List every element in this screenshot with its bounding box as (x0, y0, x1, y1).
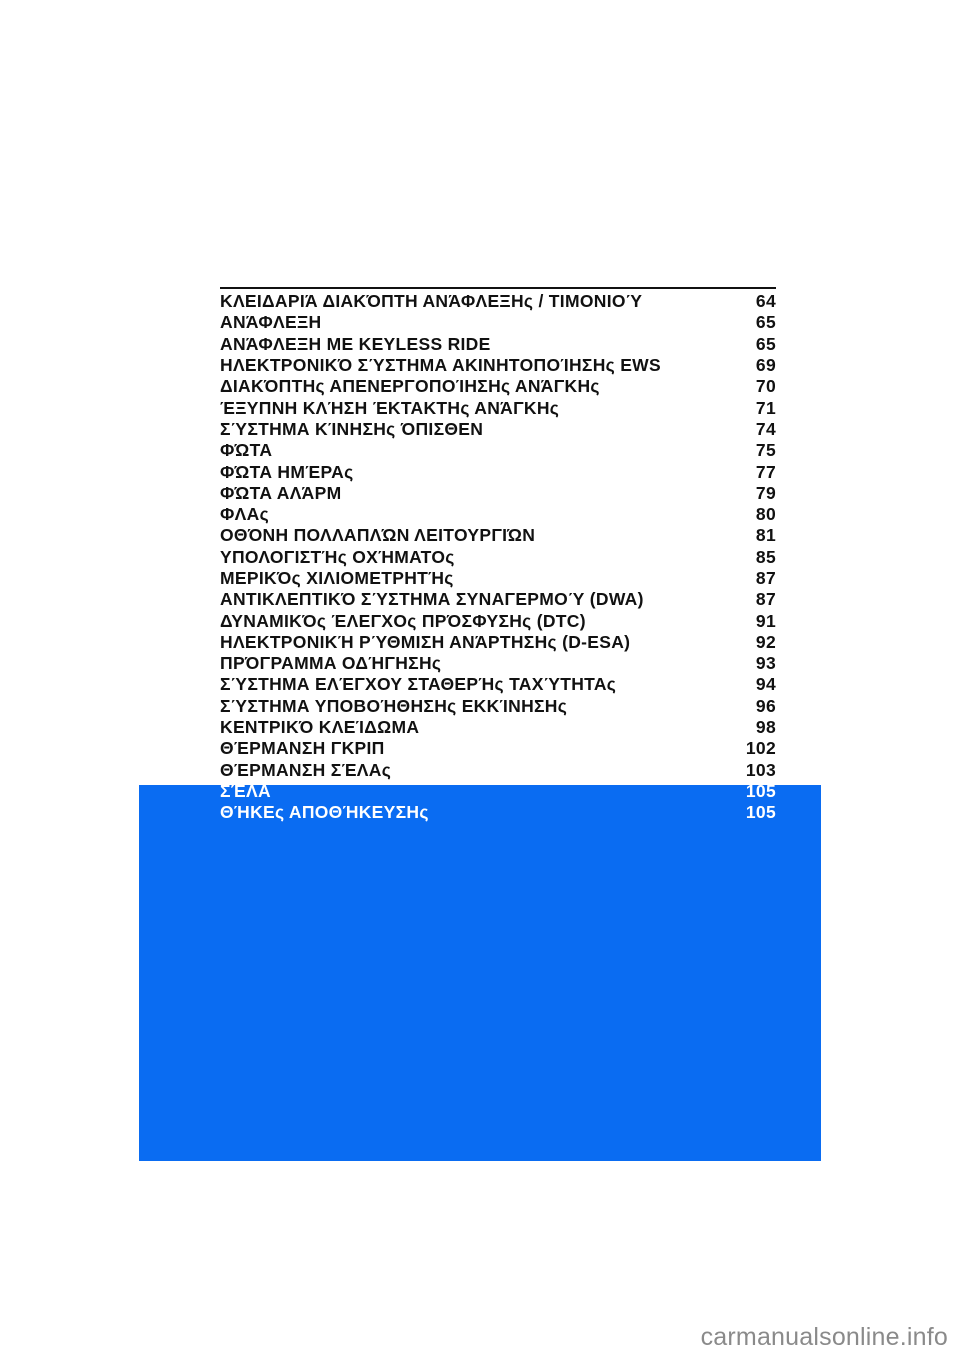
toc-entry-title: ΣΈΛΑ (220, 780, 271, 801)
toc-entry-page-number: 94 (755, 674, 776, 695)
toc-entry-title: ΑΝΤΙΚΛΕΠΤΙΚΌ ΣΎΣΤΗΜΑ ΣΥΝΑΓΕΡΜΟΎ (DWA) (220, 589, 644, 610)
toc-entry-page-number: 103 (745, 759, 776, 780)
toc-entry[interactable] (220, 525, 776, 546)
toc-entry-page-number: 105 (745, 780, 776, 801)
toc-entry-page-number: 64 (755, 291, 776, 312)
toc-entry[interactable] (220, 483, 776, 504)
toc-entry-title: ΜΕΡΙΚΌς ΧΙΛΙΟΜΕΤΡΗΤΉς (220, 568, 454, 588)
toc-entry-page-number: 71 (755, 397, 776, 418)
toc-entry[interactable] (220, 781, 776, 802)
top-divider-rule (220, 287, 776, 289)
toc-entry-title: ΚΕΝΤΡΙΚΌ ΚΛΕΊΔΩΜΑ (220, 717, 420, 738)
toc-entry-title: ΘΉΚΕς ΑΠΟΘΉΚΕΥΣΗς (220, 802, 429, 823)
toc-entry-page-number: 77 (755, 461, 776, 482)
toc-entry-title: ΘΈΡΜΑΝΣΗ ΓΚΡΙΠ (220, 738, 385, 759)
toc-entry-title: ΦΏΤΑ ΑΛΆΡΜ (220, 482, 342, 503)
toc-entry-page-number: 87 (755, 568, 776, 588)
toc-entry[interactable] (220, 802, 776, 823)
toc-entry-page-number: 93 (755, 653, 776, 674)
table-of-contents (220, 291, 776, 823)
toc-entry-page-number: 102 (745, 738, 776, 759)
toc-entry[interactable] (220, 440, 776, 461)
toc-entry-page-number: 105 (745, 802, 776, 823)
toc-entry[interactable] (220, 504, 776, 525)
toc-entry-title: ΑΝΆΦΛΕΞΗ ΜΕ KEYLESS RIDE (220, 333, 491, 354)
toc-entry[interactable] (220, 632, 776, 653)
toc-entry[interactable] (220, 461, 776, 482)
toc-entry[interactable] (220, 717, 776, 738)
toc-entry-page-number: 79 (755, 482, 776, 503)
toc-entry-page-number: 85 (755, 546, 776, 567)
toc-entry-title: ΚΛΕΙΔΑΡΙΆ ΔΙΑΚΌΠΤΗ ΑΝΆΦΛΕΞΗς / ΤΙΜΟΝΙΟΎ (220, 291, 643, 312)
toc-entry-title: ΔΥΝΑΜΙΚΌς ΈΛΕΓΧΟς ΠΡΌΣΦΥΣΗς (DTC) (220, 610, 586, 631)
toc-entry[interactable] (220, 568, 776, 589)
toc-entry-title: ΗΛΕΚΤΡΟΝΙΚΉ ΡΎΘΜΙΣΗ ΑΝΆΡΤΗΣΗς (D-ESA) (220, 631, 631, 652)
toc-entry[interactable] (220, 653, 776, 674)
toc-entry[interactable] (220, 334, 776, 355)
toc-entry[interactable] (220, 355, 776, 376)
toc-entry[interactable] (220, 312, 776, 333)
toc-entry[interactable] (220, 760, 776, 781)
toc-entry[interactable] (220, 610, 776, 631)
toc-entry-page-number: 70 (755, 376, 776, 397)
toc-entry-page-number: 65 (755, 312, 776, 333)
toc-entry[interactable] (220, 674, 776, 695)
toc-entry-page-number: 92 (755, 631, 776, 652)
toc-entry[interactable] (220, 547, 776, 568)
toc-entry-page-number: 98 (755, 717, 776, 738)
toc-entry-title: ΗΛΕΚΤΡΟΝΙΚΌ ΣΎΣΤΗΜΑ ΑΚΙΝΗΤΟΠΟΊΗΣΗς EWS (220, 355, 661, 376)
toc-entry-page-number: 81 (755, 525, 776, 546)
toc-entry-page-number: 96 (755, 695, 776, 716)
toc-entry-page-number: 80 (755, 504, 776, 525)
toc-entry[interactable] (220, 419, 776, 440)
toc-entry-title: ΦΏΤΑ ΗΜΈΡΑς (220, 461, 354, 482)
toc-entry-title: ΣΎΣΤΗΜΑ ΥΠΟΒΟΉΘΗΣΗς ΕΚΚΊΝΗΣΗς (220, 695, 568, 716)
toc-entry[interactable] (220, 696, 776, 717)
toc-entry-title: ΦΏΤΑ (220, 440, 273, 461)
toc-entry-title: ΣΎΣΤΗΜΑ ΚΊΝΗΣΗς ΌΠΙΣΘΕΝ (220, 418, 484, 439)
toc-entry-title: ΑΝΆΦΛΕΞΗ (220, 312, 322, 333)
toc-entry-page-number: 65 (755, 333, 776, 354)
toc-entry[interactable] (220, 291, 776, 312)
toc-entry-page-number: 69 (755, 355, 776, 376)
toc-entry[interactable] (220, 376, 776, 397)
toc-entry-title: ΈΞΥΠΝΗ ΚΛΉΣΗ ΈΚΤΑΚΤΗς ΑΝΆΓΚΗς (220, 397, 560, 418)
toc-entry-title: ΣΎΣΤΗΜΑ ΕΛΈΓΧΟΥ ΣΤΑΘΕΡΉς ΤΑΧΎΤΗΤΑς (220, 674, 617, 695)
toc-entry-page-number: 91 (755, 610, 776, 631)
toc-entry[interactable] (220, 397, 776, 418)
toc-entry[interactable] (220, 738, 776, 759)
toc-entry-title: ΥΠΟΛΟΓΙΣΤΉς ΟΧΉΜΑΤΟς (220, 546, 455, 567)
toc-entry-page-number: 74 (755, 418, 776, 439)
toc-entry-page-number: 87 (755, 589, 776, 610)
toc-entry[interactable] (220, 589, 776, 610)
toc-entry-title: ΦΛΑς (220, 504, 269, 525)
watermark: carmanualsonline.info (700, 1323, 948, 1351)
toc-entry-title: ΟΘΌΝΗ ΠΟΛΛΑΠΛΏΝ ΛΕΙΤΟΥΡΓΙΏΝ (220, 525, 536, 546)
toc-entry-title: ΠΡΌΓΡΑΜΜΑ ΟΔΉΓΗΣΗς (220, 653, 442, 674)
toc-entry-title: ΘΈΡΜΑΝΣΗ ΣΈΛΑς (220, 759, 392, 780)
blue-background-panel (139, 785, 821, 1161)
toc-entry-title: ΔΙΑΚΌΠΤΗς ΑΠΕΝΕΡΓΟΠΟΊΗΣΗς ΑΝΆΓΚΗς (220, 376, 600, 397)
toc-entry-page-number: 75 (755, 440, 776, 461)
